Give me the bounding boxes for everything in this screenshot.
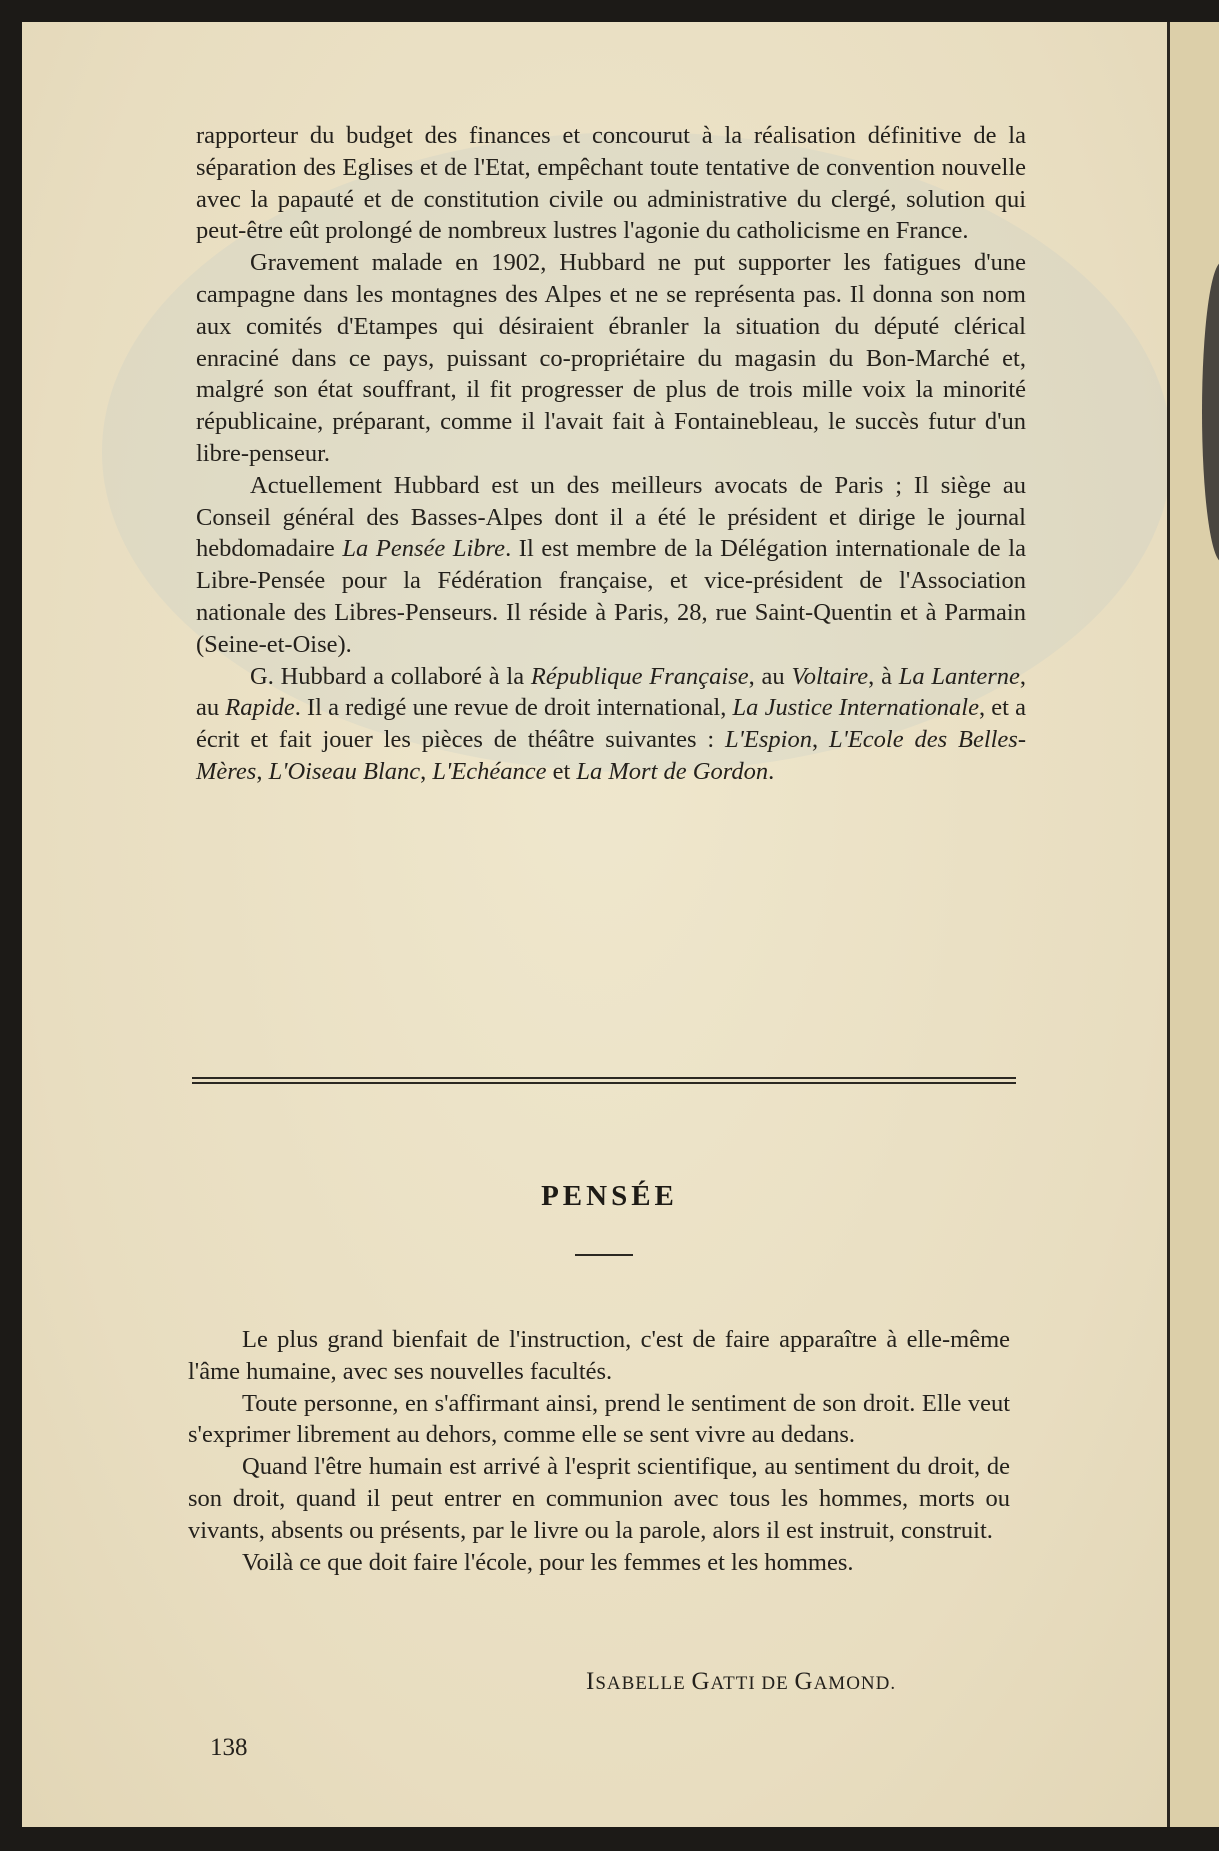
next-page-edge (1167, 22, 1219, 1827)
bio-paragraph-3: Actuellement Hubbard est un des meilleurs avocats de Paris ; Il siège au Conseil général des Basses-Alpes dont il a été le président et dirige le journal hebdomadaire La Pensée Libre. Il est membre de la Délégation internationale de la Libre-Pensée pour la Fédération française, et vice-président de l'Association nationale des Libres-Penseurs. Il réside à Paris, 28, rue Saint-Quentin et à Parmain (Seine-et-Oise). (196, 471, 1026, 658)
page-number: 138 (210, 1734, 248, 1761)
journal-title: La Pensée Libre (342, 535, 506, 563)
author-signature: ISABELLE GATTI DE GAMOND. (586, 1668, 897, 1695)
bio-paragraph-4: G. Hubbard a collaboré à la République Française, au Voltaire, à La Lanterne, au Rapide. Il a redigé une revue de droit international, La Justice Internationale, et a écrit et fait jouer les pièces de théâtre suivantes : L'Espion, L'Ecole des Belles-Mères, L'Oiseau Blanc, L'Echéance et La Mort de Gordon. (196, 662, 1026, 785)
bio-paragraph-1: rapporteur du budget des finances et concourut à la réalisation définitive de la séparation des Eglises et de l'Etat, empêchant toute tentative de convention nouvelle avec la papauté et de constitution civile ou administrative du clergé, solution qui peut-être eût prolongé de nombreux lustres l'agonie du catholicisme en France. (196, 122, 1026, 245)
bio-paragraph-2: Gravement malade en 1902, Hubbard ne put supporter les fatigues d'une campagne dans les montagnes des Alpes et ne se représenta pas. Il donna son nom aux comités d'Etampes qui désiraient ébranler la situation du député clérical enraciné dans ce pays, puissant co-propriétaire du magasin du Bon-Marché et, malgré son état souffrant, il fit progresser de plus de trois mille voix la minorité républicaine, préparant, comme il l'avait fait à Fontainebleau, le succès futur d'un libre-penseur. (196, 249, 1026, 467)
section-title: PENSÉE (541, 1180, 678, 1212)
quote-paragraph-3: Quand l'être humain est arrivé à l'esprit scientifique, au sentiment du droit, de son droit, quand il peut entrer en communion avec tous les hommes, morts ou vivants, absents ou présents, par le livre ou la parole, alors il est instruit, construit. (188, 1453, 1010, 1544)
section-divider-double-rule (192, 1077, 1016, 1084)
quote-paragraph-1: Le plus grand bienfait de l'instruction, c'est de faire apparaître à elle-même l'âme humaine, avec ses nouvelles facultés. (188, 1326, 1010, 1385)
quote-text (188, 1324, 1010, 1578)
next-page-photo-edge (1202, 262, 1219, 562)
biography-text (196, 120, 1026, 788)
title-underline (575, 1254, 633, 1256)
quote-paragraph-4: Voilà ce que doit faire l'école, pour les femmes et les hommes. (242, 1548, 854, 1576)
quote-paragraph-2: Toute personne, en s'affirmant ainsi, prend le sentiment de son droit. Elle veut s'exprimer librement au dehors, comme elle se sent vivre au dedans. (188, 1389, 1010, 1449)
